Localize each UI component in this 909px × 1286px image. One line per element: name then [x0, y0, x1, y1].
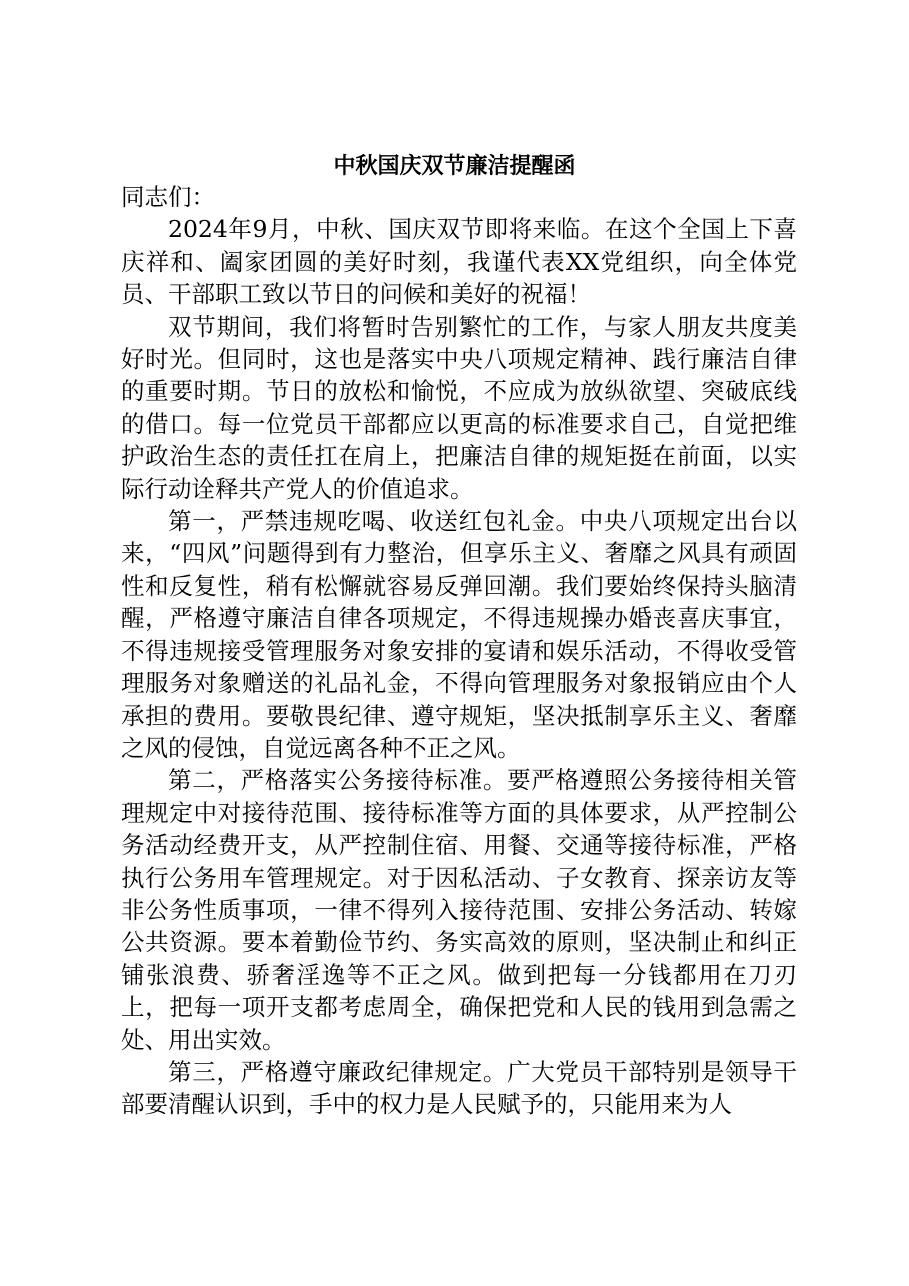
paragraph-third-point: 第三，严格遵守廉政纪律规定。广大党员干部特别是领导干部要清醒认识到，手中的权力是人民赋予的，只能用来为人	[121, 1057, 797, 1119]
paragraph-first-point: 第一，严禁违规吃喝、收送红包礼金。中央八项规定出台以来，“四风”问题得到有力整治，但享乐主义、奢靡之风具有顽固性和反复性，稍有松懈就容易反弹回潮。我们要始终保持头脑清醒，严格遵守廉洁自律各项规定，不得违规操办婚丧喜庆事宜，不得违规接受管理服务对象安排的宴请和娱乐活动，不得收受管理服务对象赠送的礼品礼金，不得向管理服务对象报销应由个人承担的费用。要敬畏纪律、遵守规矩，坚决抵制享乐主义、奢靡之风的侵蚀，自觉远离各种不正之风。	[121, 507, 797, 762]
greeting: 同志们：	[121, 183, 215, 211]
paragraph-intro: 2024年9月，中秋、国庆双节即将来临。在这个全国上下喜庆祥和、阖家团圆的美好时刻，我谨代表XX党组织，向全体党员、干部职工致以节日的问候和美好的祝福！	[121, 215, 797, 309]
paragraph-holiday-period: 双节期间，我们将暂时告别繁忙的工作，与家人朋友共度美好时光。但同时，这也是落实中央八项规定精神、践行廉洁自律的重要时期。节日的放松和愉悦，不应成为放纵欲望、突破底线的借口。每一位党员干部都应以更高的标准要求自己，自觉把维护政治生态的责任扛在肩上，把廉洁自律的规矩挺在前面，以实际行动诠释共产党人的价值追求。	[121, 312, 797, 503]
document-title: 中秋国庆双节廉洁提醒函	[333, 153, 576, 179]
paragraph-second-point: 第二，严格落实公务接待标准。要严格遵照公务接待相关管理规定中对接待范围、接待标准等方面的具体要求，从严控制公务活动经费开支，从严控制住宿、用餐、交通等接待标准，严格执行公务用车管理规定。对于因私活动、子女教育、探亲访友等非公务性质事项，一律不得列入接待范围、安排公务活动、转嫁公共资源。要本着勤俭节约、务实高效的原则，坚决制止和纠正铺张浪费、骄奢淫逸等不正之风。做到把每一分钱都用在刀刃上，把每一项开支都考虑周全，确保把党和人民的钱用到急需之处、用出实效。	[121, 766, 797, 1054]
document-body	[121, 181, 797, 1121]
